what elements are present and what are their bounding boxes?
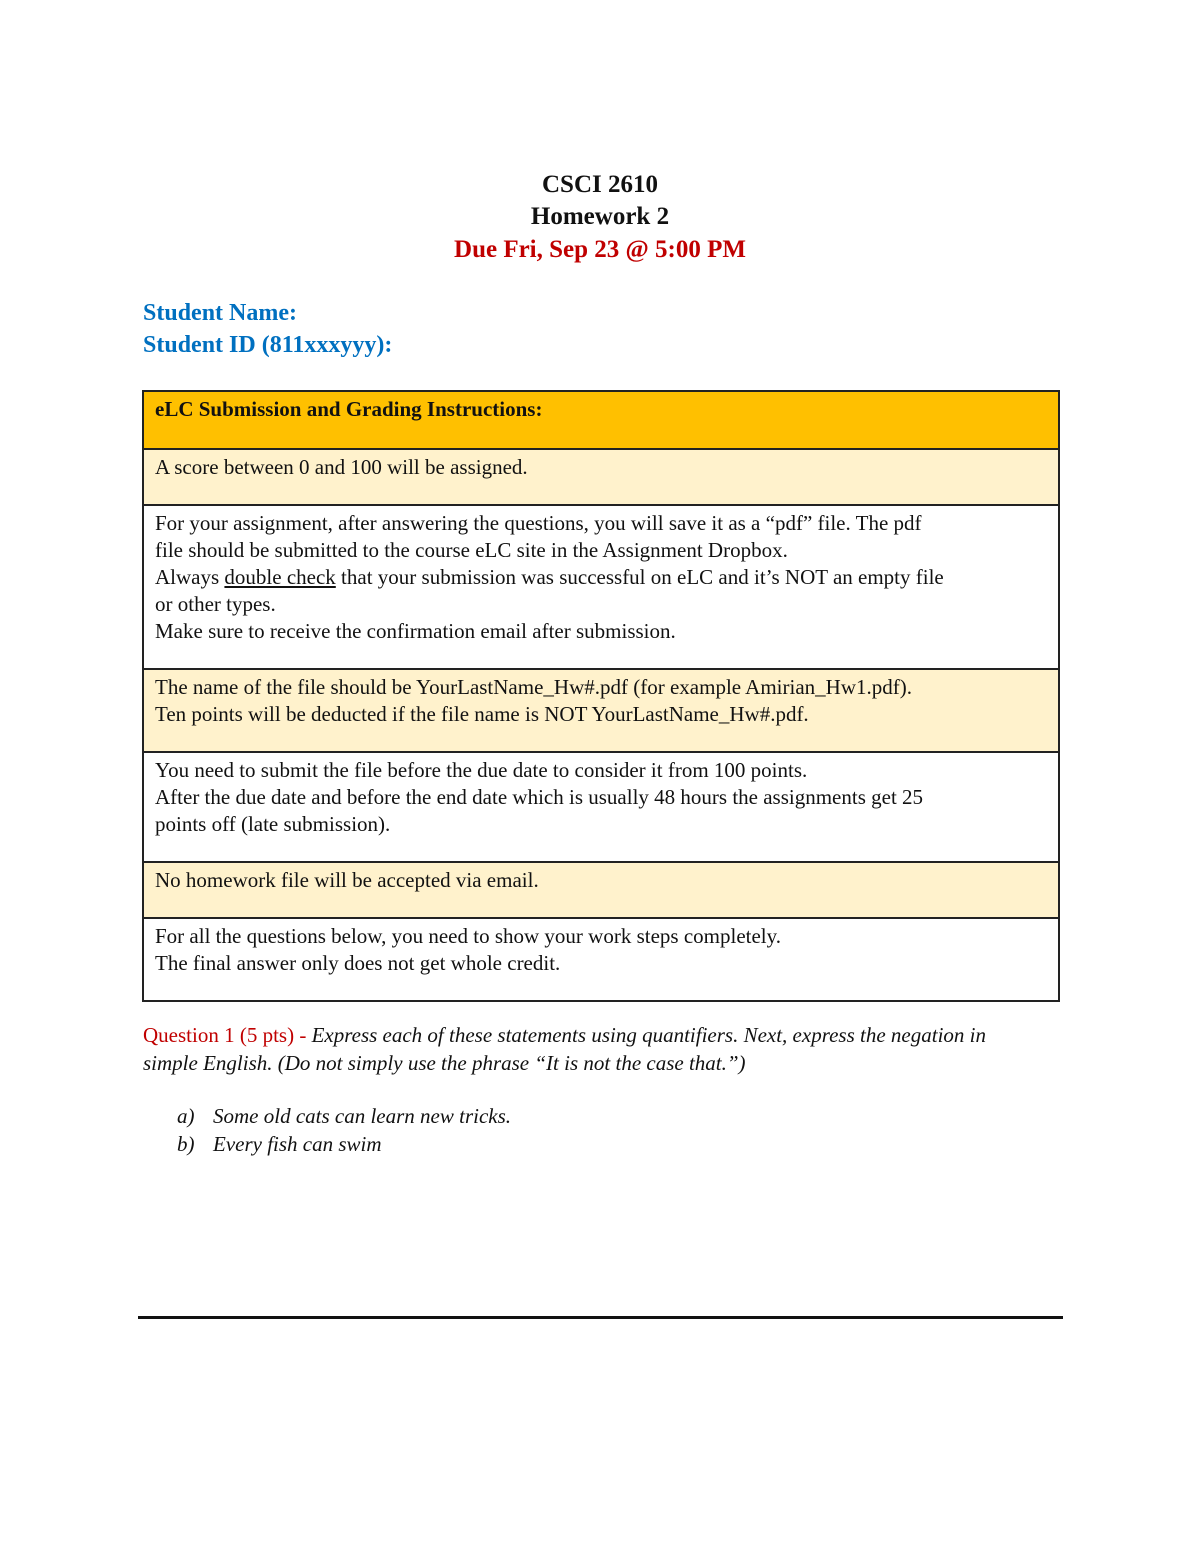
question-1-items — [177, 1102, 511, 1158]
instruction-line: file should be submitted to the course eLC site in the Assignment Dropbox. — [155, 538, 788, 562]
instruction-line: Make sure to receive the confirmation email after submission. — [155, 619, 676, 643]
document-header — [0, 168, 1200, 266]
instruction-line: The final answer only does not get whole credit. — [155, 951, 561, 975]
list-item — [177, 1102, 511, 1130]
instructions-row-work-steps — [143, 918, 1059, 1001]
due-date: Due Fri, Sep 23 @ 5:00 PM — [454, 236, 746, 263]
student-name-label: Student Name: — [143, 300, 297, 326]
course-title: CSCI 2610 — [542, 171, 658, 198]
instruction-line: points off (late submission). — [155, 812, 391, 836]
instructions-table — [142, 390, 1060, 1002]
list-item — [177, 1130, 511, 1158]
list-marker: a) — [177, 1104, 195, 1128]
student-info — [143, 297, 392, 361]
instructions-row-score — [143, 449, 1059, 505]
instruction-line: No homework file will be accepted via email. — [155, 868, 539, 892]
instruction-line: You need to submit the file before the due date to consider it from 100 points. — [155, 758, 808, 782]
instruction-line: A score between 0 and 100 will be assigned. — [155, 455, 528, 479]
underlined-text: double check — [224, 565, 336, 589]
instructions-row-deadline — [143, 752, 1059, 862]
page-divider — [138, 1316, 1063, 1319]
instruction-line: The name of the file should be YourLastName_Hw#.pdf (for example Amirian_Hw1.pdf). — [155, 675, 912, 699]
homework-title: Homework 2 — [530, 203, 670, 230]
instruction-line: For your assignment, after answering the questions, you will save it as a “pdf” file. The pdf — [155, 511, 922, 535]
instruction-text: that your submission was successful on eLC and it’s NOT an empty file — [335, 565, 944, 589]
instructions-row-submission — [143, 505, 1059, 669]
list-item-text: Some old cats can learn new tricks. — [213, 1104, 512, 1128]
question-prompt: Express each of these statements using quantifiers. Next, express the negation in simple English. (Do not simply use the phrase “It is not the case that.”) — [143, 1023, 986, 1075]
instruction-line: Ten points will be deducted if the file name is NOT YourLastName_Hw#.pdf. — [155, 702, 809, 726]
instruction-line — [155, 564, 1048, 591]
question-label: Question 1 (5 pts) - — [143, 1023, 312, 1047]
question-1 — [143, 1021, 1043, 1077]
list-marker: b) — [177, 1132, 195, 1156]
instruction-line: After the due date and before the end date which is usually 48 hours the assignments get 25 — [155, 785, 924, 809]
instructions-row-filename — [143, 669, 1059, 752]
instruction-text: Always — [155, 565, 225, 589]
instruction-line: For all the questions below, you need to show your work steps completely. — [155, 924, 782, 948]
list-item-text: Every fish can swim — [213, 1132, 382, 1156]
instructions-row-email — [143, 862, 1059, 918]
student-id-label: Student ID (811xxxyyy): — [143, 332, 393, 358]
instructions-heading: eLC Submission and Grading Instructions: — [143, 391, 1059, 449]
instruction-line: or other types. — [155, 592, 276, 616]
